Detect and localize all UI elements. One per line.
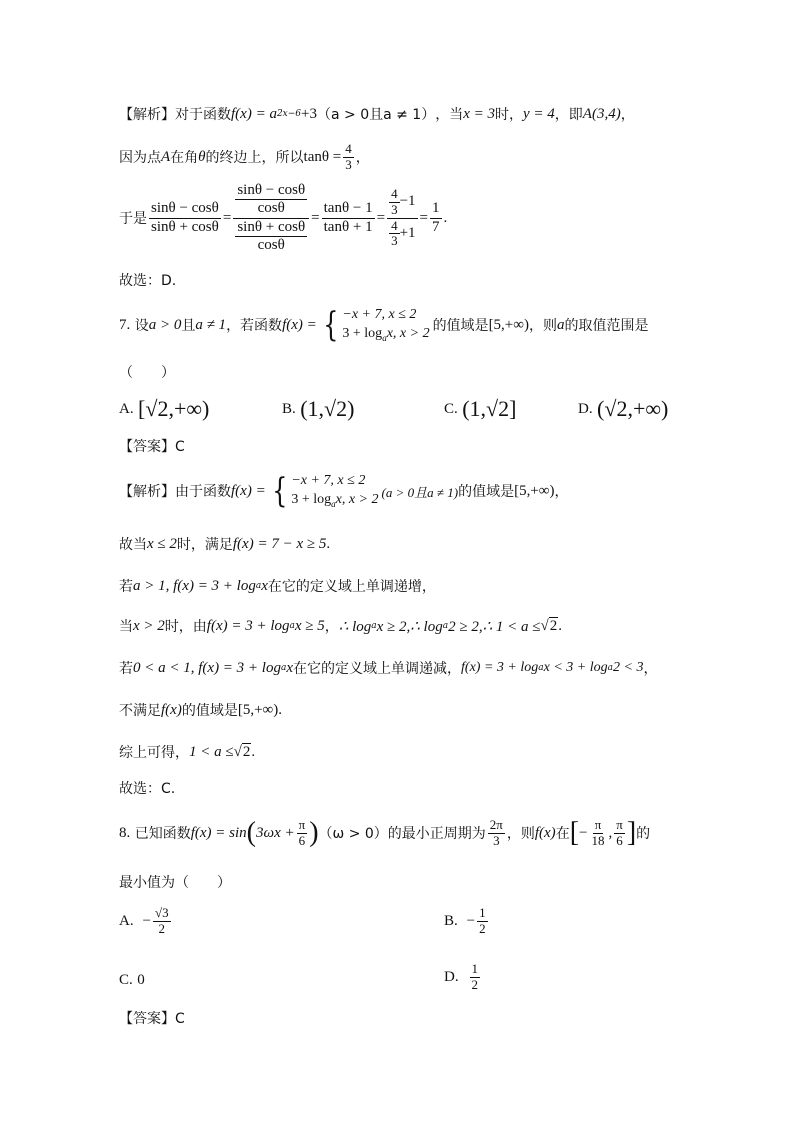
math-fx: f(x) = a xyxy=(231,105,277,122)
solution-6-line-3: 于是 $\frac{\sin\theta - \cos\theta}{\sin\theta + \cos\theta}$ = $\frac{\frac{\sin\theta - \cos\theta}{\cos\theta}}{\frac{\sin\theta + \cos\theta}{\cos\theta}}$ = $\frac{\tan\theta - 1}{\tan\theta + 1}$ = $\frac{4}{3}$ −1 $\frac{4}{3}$ +1 = $\frac{1}{7}$ . xyxy=(119,182,448,253)
fraction: $\frac{\sin\theta - \cos\theta}{\sin\theta + \cos\theta}$ xyxy=(151,200,219,235)
sqrt: √ 2 xyxy=(540,617,558,635)
solution-7-line-4: 当 x > 2 时，由 f(x) = 3 + log a x ≥ 5 ， ∴ log a x ≥ 2,∴ log a 2 ≥ 2,∴ 1 < a ≤ √ 2 . xyxy=(119,617,562,635)
fraction: $\frac{4}{3}$ xyxy=(345,141,352,172)
fraction: $\frac{1}{7}$ xyxy=(432,200,440,235)
piecewise-function: { −x + 7, x ≤ 2 $3 + \log_ax$, x > 2 xyxy=(322,305,430,346)
solution-6-line-2: 因为点 A 在角 θ 的终边上，所以 tanθ = $\frac{4}{3}$ ， xyxy=(119,141,370,172)
solution-7-line-7: 综上可得， 1 < a ≤ √ 2 . xyxy=(119,743,256,761)
option-b: B. (1,√2) xyxy=(282,396,355,421)
fraction: $\frac{√3}{2}$ xyxy=(154,905,169,936)
solution-7-line-1: 【解析】 由于函数 f(x) = { −x + 7, x ≤ 2 $3 + \log_ax$, x > 2 (a > 0且a ≠ 1) 的值域是 [5,+∞) ， xyxy=(119,471,569,512)
option-a: A. − $\frac{√3}{2}$ xyxy=(119,905,169,936)
left-brace: { xyxy=(271,471,288,512)
option-b: B. − $\frac{1}{2}$ xyxy=(444,905,486,936)
sqrt: √ 2 xyxy=(233,743,251,761)
fraction: $\frac{2\pi}{3}$ xyxy=(489,817,503,848)
condition: （a > 0且a ≠ 1） xyxy=(316,107,436,123)
question-number: 8. xyxy=(119,824,131,841)
fraction: $\frac{1}{2}$ xyxy=(479,905,486,936)
question-8: 8. 已知函数 f(x) = sin ( 3ωx + $\frac{\pi}{6}$ ) （ω > 0） 的最小正周期为 $\frac{2\pi}{3}$ ，则 f(x) 在 [ − $\frac{\pi}{18}$ , $\frac{\pi}{6}$ ] 的 xyxy=(119,817,651,849)
fraction: $\frac{\tan\theta - 1}{\tan\theta + 1}$ xyxy=(323,200,373,235)
point-a: A(3,4) xyxy=(582,105,621,122)
solution-7-line-2: 故当 x ≤ 2 时，满足 f(x) = 7 − x ≥ 5 . xyxy=(119,535,331,553)
question-8-line-2: 最小值为（ ） xyxy=(119,875,231,891)
fraction: $\frac{1}{2}$ xyxy=(471,961,478,992)
left-brace: { xyxy=(322,305,339,346)
option-a: A. [√2,+∞) xyxy=(119,396,210,421)
compound-fraction: $\frac{\frac{\sin\theta - \cos\theta}{\cos\theta}}{\frac{\sin\theta + \cos\theta}{\cos\theta}}$ xyxy=(233,182,309,254)
option-c: C. 0 xyxy=(119,972,145,988)
analysis-tag: 【解析】 xyxy=(119,107,175,123)
choice-line: 故选：C. xyxy=(119,781,176,797)
fraction: $\frac{\pi}{6}$ xyxy=(616,817,623,848)
math-exponent: 2x−6 xyxy=(276,109,302,119)
option-c: C. (1,√2] xyxy=(444,396,517,421)
solution-6-line-1: 【解析】 对于函数 f(x) = a 2x−6 +3 （a > 0且a ≠ 1） ，当 x = 3 时， y = 4 ，即 A(3,4) ， xyxy=(119,105,635,123)
option-d: D. (√2,+∞) xyxy=(578,396,669,421)
answer-7: 【答案】C xyxy=(119,439,185,455)
solution-7-line-5: 若 0 < a < 1, f(x) = 3 + log a x 在它的定义域上单调递减， f(x) = 3 + log a x < 3 + log a 2 < 3 ， xyxy=(119,659,658,677)
question-7-paren: （ ） xyxy=(119,365,175,381)
answer-8: 【答案】C xyxy=(119,1011,185,1027)
choice-line: 故选：D. xyxy=(119,273,177,289)
compound-fraction: $\frac{4}{3}$ −1 $\frac{4}{3}$ +1 xyxy=(387,187,417,250)
fraction: $\frac{\pi}{18}$ xyxy=(591,817,605,848)
fraction: $\frac{\pi}{6}$ xyxy=(298,817,306,848)
solution-7-line-3: 若 a > 1, f(x) = 3 + log a x 在它的定义域上单调递增， xyxy=(119,577,436,595)
question-7: 7. 设 a > 0 且 a ≠ 1 ，若函数 f(x) = { −x + 7, x ≤ 2 $3 + \log_ax$, x > 2 的值域是 [5,+∞) ，则 a 的取值范围是 xyxy=(119,305,649,346)
question-number: 7. xyxy=(119,316,131,333)
piecewise-function: { −x + 7, x ≤ 2 $3 + \log_ax$, x > 2 xyxy=(271,471,379,512)
option-d: D. $\frac{1}{2}$ xyxy=(444,961,478,992)
solution-7-line-6: 不满足 f(x) 的值域是 [5,+∞). xyxy=(119,701,282,719)
